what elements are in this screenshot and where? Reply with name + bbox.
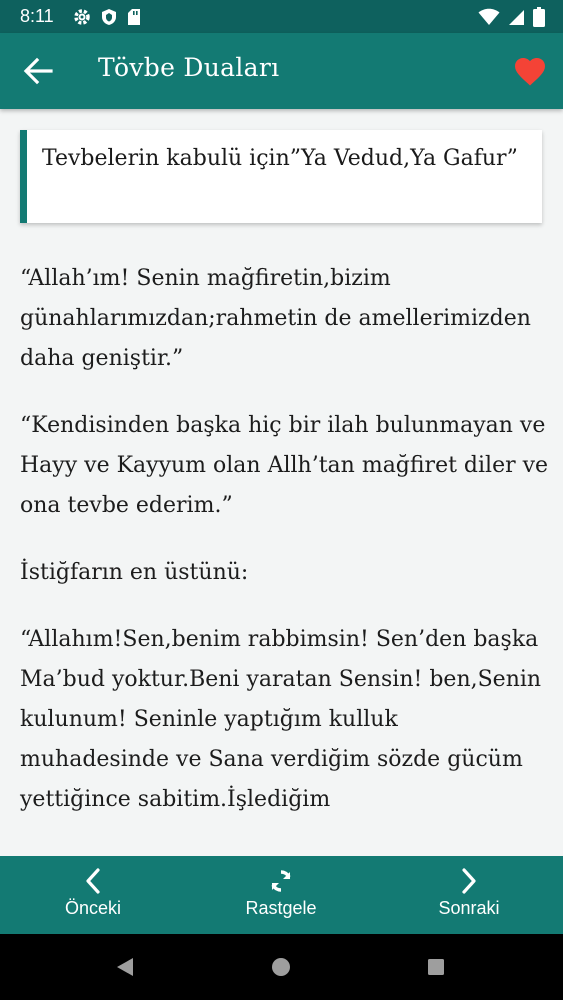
shield-icon: [101, 8, 117, 26]
prayer-text: [20, 259, 550, 847]
battery-icon: [533, 7, 545, 27]
paragraph: İstiğfarın en üstünü:: [20, 560, 249, 585]
home-circle-icon[interactable]: [271, 957, 291, 977]
heading-card: [20, 130, 542, 223]
recents-square-icon[interactable]: [427, 958, 445, 976]
status-bar: [0, 0, 563, 33]
status-time: 8:11: [20, 6, 54, 26]
random-button[interactable]: [211, 856, 351, 934]
system-navigation-bar: [0, 934, 563, 1000]
refresh-icon: [268, 868, 294, 894]
paragraph: “Kendisinden başka hiç bir ilah bulunmayan ve Hayy ve Kayyum olan Allh’tan mağfiret diler ve ona tevbe ederim.”: [20, 413, 549, 518]
paragraph: “Allah’ım! Senin mağfiretin,bizim günahlarımızdan;rahmetin de amellerimizden daha geniştir.”: [20, 266, 531, 371]
signal-icon: [508, 9, 525, 26]
random-label: Rastgele: [245, 898, 317, 918]
content-area[interactable]: [0, 109, 563, 856]
bottom-navigation: [0, 856, 563, 934]
heading-text: Tevbelerin kabulü için”Ya Vedud,Ya Gafur”: [42, 146, 518, 171]
heart-icon[interactable]: [512, 53, 548, 87]
chevron-left-icon: [84, 868, 102, 894]
page-title: Tövbe Duaları: [98, 53, 280, 82]
previous-button[interactable]: [23, 856, 163, 934]
paragraph: “Allahım!Sen,benim rabbimsin! Sen’den başka Ma’bud yoktur.Beni yaratan Sensin! ben,Senin kulunum! Seninle yaptığım kulluk muhadesinde ve Sana verdiğim sözde gücüm yettiğince sabitim.İşlediğim: [20, 627, 542, 812]
next-button[interactable]: [399, 856, 539, 934]
chevron-right-icon: [460, 868, 478, 894]
arrow-left-icon[interactable]: [22, 57, 54, 85]
app-bar: [0, 33, 563, 109]
next-label: Sonraki: [438, 898, 500, 918]
back-triangle-icon[interactable]: [115, 957, 135, 977]
previous-label: Önceki: [64, 898, 122, 918]
settings-icon: [73, 8, 91, 26]
sd-card-icon: [127, 8, 141, 26]
wifi-icon: [478, 8, 500, 26]
